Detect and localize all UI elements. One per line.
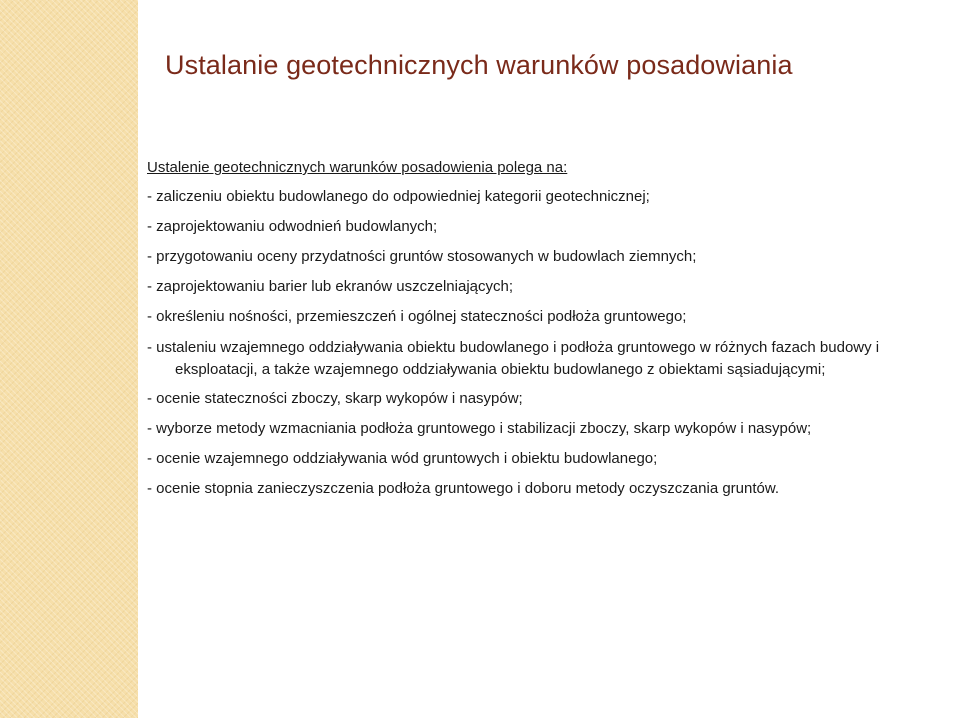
- list-item: - zaliczeniu obiektu budowlanego do odpowiedniej kategorii geotechnicznej;: [147, 188, 650, 205]
- list-item: - ustaleniu wzajemnego oddziaływania obiektu budowlanego i podłoża gruntowego w różnych fazach budowy i eksploatacji, a także wzajemnego oddziaływania obiektu budowlanego z obiektami sąsiadującymi;: [147, 339, 880, 378]
- list-item: - ocenie wzajemnego oddziaływania wód gruntowych i obiektu budowlanego;: [147, 450, 658, 467]
- slide-content: [147, 158, 927, 509]
- decorative-side-band: [0, 0, 138, 718]
- list-item: - ocenie stateczności zboczy, skarp wykopów i nasypów;: [147, 390, 523, 407]
- list-item: - zaprojektowaniu barier lub ekranów uszczelniających;: [147, 278, 514, 295]
- intro-text: Ustalenie geotechnicznych warunków posadowienia polega na:: [147, 159, 568, 176]
- requirements-list: [147, 187, 927, 498]
- list-item: - określeniu nośności, przemieszczeń i ogólnej stateczności podłoża gruntowego;: [147, 308, 687, 325]
- list-item: - wyborze metody wzmacniania podłoża gruntowego i stabilizacji zboczy, skarp wykopów i nasypów;: [147, 420, 812, 437]
- list-item: - ocenie stopnia zanieczyszczenia podłoża gruntowego i doboru metody oczyszczania gruntów.: [147, 480, 780, 497]
- list-item: - przygotowaniu oceny przydatności gruntów stosowanych w budowlach ziemnych;: [147, 248, 697, 265]
- list-item: - zaprojektowaniu odwodnień budowlanych;: [147, 218, 438, 235]
- slide-title: Ustalanie geotechnicznych warunków posadowiania: [165, 50, 793, 80]
